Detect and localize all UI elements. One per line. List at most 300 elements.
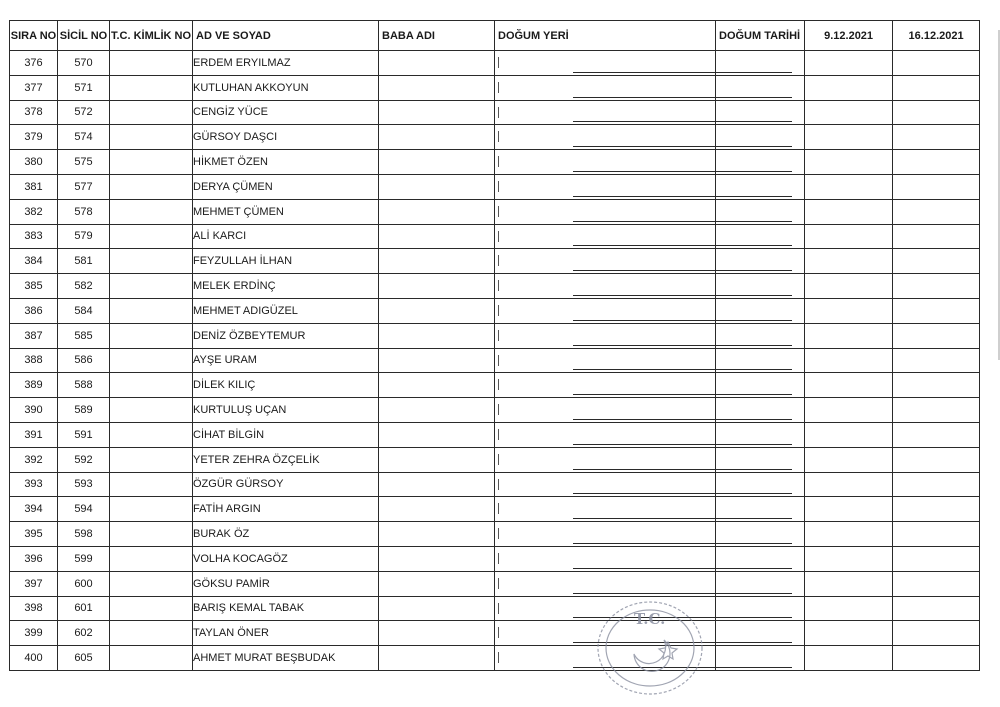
baba-adi-cell — [379, 596, 495, 621]
baba-adi-cell — [379, 646, 495, 671]
sira-no-cell: 383 — [10, 224, 58, 249]
baba-adi-cell — [379, 323, 495, 348]
redaction-mark — [498, 305, 499, 316]
sicil-no-cell: 585 — [58, 323, 110, 348]
dogum-tarihi-cell — [716, 522, 805, 547]
dogum-tarihi-cell — [716, 298, 805, 323]
ad-soyad-cell: CİHAT BİLGİN — [193, 422, 379, 447]
entry-line — [716, 295, 792, 296]
tc-kimlik-cell — [110, 274, 193, 299]
dogum-tarihi-cell — [716, 546, 805, 571]
sira-no-cell: 395 — [10, 522, 58, 547]
date-2-cell — [893, 447, 980, 472]
entry-line — [573, 270, 715, 271]
dogum-tarihi-cell — [716, 497, 805, 522]
entry-line — [716, 593, 792, 594]
date-1-cell — [805, 274, 893, 299]
baba-adi-cell — [379, 75, 495, 100]
entry-line — [716, 369, 792, 370]
entry-line — [573, 221, 715, 222]
date-2-cell — [893, 274, 980, 299]
baba-adi-cell — [379, 621, 495, 646]
tc-kimlik-cell — [110, 621, 193, 646]
table-row — [10, 621, 980, 646]
dogum-tarihi-cell — [716, 224, 805, 249]
dogum-yeri-cell — [495, 125, 716, 150]
sicil-no-cell: 579 — [58, 224, 110, 249]
date-2-cell — [893, 348, 980, 373]
tc-kimlik-cell — [110, 199, 193, 224]
entry-line — [716, 221, 792, 222]
baba-adi-cell — [379, 472, 495, 497]
table-row — [10, 51, 980, 76]
date-1-cell — [805, 100, 893, 125]
entry-line — [716, 345, 792, 346]
ad-soyad-cell: MEHMET ADIGÜZEL — [193, 298, 379, 323]
date-2-cell — [893, 174, 980, 199]
sicil-no-cell: 593 — [58, 472, 110, 497]
date-1-cell — [805, 447, 893, 472]
date-1-cell — [805, 150, 893, 175]
date-1-cell — [805, 323, 893, 348]
sicil-no-cell: 589 — [58, 398, 110, 423]
ad-soyad-cell: MEHMET ÇÜMEN — [193, 199, 379, 224]
date-2-cell — [893, 125, 980, 150]
sira-no-cell: 393 — [10, 472, 58, 497]
table-header-row — [10, 21, 980, 51]
dogum-yeri-cell — [495, 298, 716, 323]
date-1-cell — [805, 298, 893, 323]
date-1-cell — [805, 546, 893, 571]
tc-kimlik-cell — [110, 348, 193, 373]
date-1-cell — [805, 522, 893, 547]
baba-adi-cell — [379, 298, 495, 323]
tc-kimlik-cell — [110, 323, 193, 348]
tc-kimlik-cell — [110, 497, 193, 522]
table-row — [10, 447, 980, 472]
sira-no-cell: 398 — [10, 596, 58, 621]
date-2-cell — [893, 422, 980, 447]
sira-no-cell: 386 — [10, 298, 58, 323]
ad-soyad-cell: FATİH ARGIN — [193, 497, 379, 522]
tc-kimlik-cell — [110, 51, 193, 76]
dogum-yeri-cell — [495, 75, 716, 100]
ad-soyad-cell: BURAK ÖZ — [193, 522, 379, 547]
sicil-no-cell: 600 — [58, 571, 110, 596]
baba-adi-cell — [379, 497, 495, 522]
dogum-tarihi-cell — [716, 571, 805, 596]
redaction-mark — [498, 454, 499, 465]
entry-line — [573, 72, 715, 73]
header-baba-adi: BABA ADI — [379, 21, 495, 51]
sicil-no-cell: 591 — [58, 422, 110, 447]
redaction-mark — [498, 355, 499, 366]
baba-adi-cell — [379, 447, 495, 472]
tc-kimlik-cell — [110, 373, 193, 398]
sira-no-cell: 376 — [10, 51, 58, 76]
table-row — [10, 100, 980, 125]
ad-soyad-cell: HİKMET ÖZEN — [193, 150, 379, 175]
entry-line — [573, 642, 715, 643]
table-row — [10, 571, 980, 596]
date-2-cell — [893, 621, 980, 646]
header-dogum-tarihi: DOĞUM TARİHİ — [716, 21, 805, 51]
date-2-cell — [893, 398, 980, 423]
date-2-cell — [893, 546, 980, 571]
ad-soyad-cell: DENİZ ÖZBEYTEMUR — [193, 323, 379, 348]
dogum-tarihi-cell — [716, 125, 805, 150]
dogum-tarihi-cell — [716, 150, 805, 175]
entry-line — [573, 196, 715, 197]
entry-line — [573, 617, 715, 618]
tc-kimlik-cell — [110, 596, 193, 621]
entry-line — [716, 320, 792, 321]
date-1-cell — [805, 621, 893, 646]
ad-soyad-cell: ALİ KARCI — [193, 224, 379, 249]
dogum-yeri-cell — [495, 497, 716, 522]
tc-kimlik-cell — [110, 398, 193, 423]
tc-kimlik-cell — [110, 546, 193, 571]
redaction-mark — [498, 379, 499, 390]
entry-line — [573, 97, 715, 98]
tc-kimlik-cell — [110, 571, 193, 596]
entry-line — [716, 419, 792, 420]
entry-line — [573, 345, 715, 346]
redaction-mark — [498, 578, 499, 589]
date-2-cell — [893, 323, 980, 348]
date-1-cell — [805, 51, 893, 76]
entry-line — [716, 543, 792, 544]
dogum-tarihi-cell — [716, 472, 805, 497]
ad-soyad-cell: GÖKSU PAMİR — [193, 571, 379, 596]
dogum-tarihi-cell — [716, 422, 805, 447]
table-row — [10, 546, 980, 571]
entry-line — [716, 97, 792, 98]
entry-line — [573, 568, 715, 569]
dogum-yeri-cell — [495, 224, 716, 249]
baba-adi-cell — [379, 249, 495, 274]
table-row — [10, 422, 980, 447]
dogum-yeri-cell — [495, 373, 716, 398]
entry-line — [573, 320, 715, 321]
entry-line — [573, 469, 715, 470]
baba-adi-cell — [379, 348, 495, 373]
redaction-mark — [498, 131, 499, 142]
date-1-cell — [805, 174, 893, 199]
sira-no-cell: 391 — [10, 422, 58, 447]
sicil-no-cell: 594 — [58, 497, 110, 522]
date-2-cell — [893, 596, 980, 621]
sicil-no-cell: 601 — [58, 596, 110, 621]
baba-adi-cell — [379, 199, 495, 224]
baba-adi-cell — [379, 125, 495, 150]
dogum-tarihi-cell — [716, 348, 805, 373]
date-1-cell — [805, 596, 893, 621]
date-1-cell — [805, 224, 893, 249]
ad-soyad-cell: VOLHA KOCAGÖZ — [193, 546, 379, 571]
redaction-mark — [498, 553, 499, 564]
sicil-no-cell: 574 — [58, 125, 110, 150]
entry-line — [716, 667, 792, 668]
date-2-cell — [893, 199, 980, 224]
entry-line — [716, 444, 792, 445]
sira-no-cell: 396 — [10, 546, 58, 571]
ad-soyad-cell: FEYZULLAH İLHAN — [193, 249, 379, 274]
dogum-yeri-cell — [495, 522, 716, 547]
svg-text:T.C.: T.C. — [634, 610, 666, 628]
redaction-mark — [498, 280, 499, 291]
header-date-1: 9.12.2021 — [805, 21, 893, 51]
tc-kimlik-cell — [110, 150, 193, 175]
table-row — [10, 274, 980, 299]
tc-kimlik-cell — [110, 646, 193, 671]
sicil-no-cell: 586 — [58, 348, 110, 373]
date-1-cell — [805, 125, 893, 150]
baba-adi-cell — [379, 522, 495, 547]
table-row — [10, 174, 980, 199]
sicil-no-cell: 602 — [58, 621, 110, 646]
entry-line — [716, 171, 792, 172]
table-row — [10, 646, 980, 671]
dogum-tarihi-cell — [716, 249, 805, 274]
dogum-tarihi-cell — [716, 621, 805, 646]
entry-line — [573, 171, 715, 172]
redaction-mark — [498, 652, 499, 663]
dogum-yeri-cell — [495, 571, 716, 596]
tc-kimlik-cell — [110, 249, 193, 274]
entry-line — [573, 146, 715, 147]
sicil-no-cell: 571 — [58, 75, 110, 100]
header-tc-kimlik-no: T.C. KİMLİK NO — [110, 21, 193, 51]
table-row — [10, 398, 980, 423]
dogum-tarihi-cell — [716, 447, 805, 472]
date-1-cell — [805, 472, 893, 497]
entry-line — [716, 469, 792, 470]
dogum-yeri-cell — [495, 546, 716, 571]
ad-soyad-cell: KURTULUŞ UÇAN — [193, 398, 379, 423]
redaction-mark — [498, 107, 499, 118]
entry-line — [716, 642, 792, 643]
entry-line — [716, 245, 792, 246]
tc-kimlik-cell — [110, 224, 193, 249]
date-2-cell — [893, 224, 980, 249]
redaction-mark — [498, 503, 499, 514]
ad-soyad-cell: ERDEM ERYILMAZ — [193, 51, 379, 76]
date-2-cell — [893, 51, 980, 76]
table-row — [10, 249, 980, 274]
entry-line — [716, 568, 792, 569]
dogum-yeri-cell — [495, 422, 716, 447]
sira-no-cell: 400 — [10, 646, 58, 671]
date-1-cell — [805, 422, 893, 447]
sicil-no-cell: 578 — [58, 199, 110, 224]
sicil-no-cell: 584 — [58, 298, 110, 323]
sira-no-cell: 394 — [10, 497, 58, 522]
baba-adi-cell — [379, 422, 495, 447]
date-2-cell — [893, 249, 980, 274]
ad-soyad-cell: AYŞE URAM — [193, 348, 379, 373]
header-sicil-no: SİCİL NO — [58, 21, 110, 51]
dogum-tarihi-cell — [716, 100, 805, 125]
dogum-tarihi-cell — [716, 51, 805, 76]
tc-kimlik-cell — [110, 298, 193, 323]
entry-line — [573, 543, 715, 544]
baba-adi-cell — [379, 150, 495, 175]
dogum-tarihi-cell — [716, 646, 805, 671]
redaction-mark — [498, 82, 499, 93]
dogum-yeri-cell — [495, 174, 716, 199]
sicil-no-cell: 582 — [58, 274, 110, 299]
table-row — [10, 298, 980, 323]
date-2-cell — [893, 100, 980, 125]
redaction-mark — [498, 603, 499, 614]
sira-no-cell: 387 — [10, 323, 58, 348]
dogum-yeri-cell — [495, 646, 716, 671]
sira-no-cell: 388 — [10, 348, 58, 373]
redaction-mark — [498, 57, 499, 68]
dogum-yeri-cell — [495, 100, 716, 125]
entry-line — [573, 419, 715, 420]
sira-no-cell: 397 — [10, 571, 58, 596]
sira-no-cell: 384 — [10, 249, 58, 274]
dogum-tarihi-cell — [716, 398, 805, 423]
ad-soyad-cell: TAYLAN ÖNER — [193, 621, 379, 646]
tc-kimlik-cell — [110, 174, 193, 199]
dogum-tarihi-cell — [716, 373, 805, 398]
dogum-yeri-cell — [495, 51, 716, 76]
table-row — [10, 150, 980, 175]
date-2-cell — [893, 373, 980, 398]
dogum-yeri-cell — [495, 249, 716, 274]
baba-adi-cell — [379, 51, 495, 76]
sira-no-cell: 399 — [10, 621, 58, 646]
entry-line — [716, 518, 792, 519]
sira-no-cell: 381 — [10, 174, 58, 199]
redaction-mark — [498, 330, 499, 341]
header-date-2: 16.12.2021 — [893, 21, 980, 51]
date-1-cell — [805, 249, 893, 274]
dogum-yeri-cell — [495, 447, 716, 472]
tc-kimlik-cell — [110, 472, 193, 497]
entry-line — [716, 146, 792, 147]
registry-table — [9, 20, 980, 671]
sicil-no-cell: 581 — [58, 249, 110, 274]
ad-soyad-cell: DERYA ÇÜMEN — [193, 174, 379, 199]
dogum-tarihi-cell — [716, 596, 805, 621]
dogum-yeri-cell — [495, 621, 716, 646]
table-row — [10, 472, 980, 497]
sira-no-cell: 379 — [10, 125, 58, 150]
tc-kimlik-cell — [110, 447, 193, 472]
sicil-no-cell: 599 — [58, 546, 110, 571]
entry-line — [573, 394, 715, 395]
baba-adi-cell — [379, 546, 495, 571]
ad-soyad-cell: CENGİZ YÜCE — [193, 100, 379, 125]
table-row — [10, 224, 980, 249]
ad-soyad-cell: BARIŞ KEMAL TABAK — [193, 596, 379, 621]
date-1-cell — [805, 398, 893, 423]
ad-soyad-cell: AHMET MURAT BEŞBUDAK — [193, 646, 379, 671]
tc-kimlik-cell — [110, 422, 193, 447]
baba-adi-cell — [379, 398, 495, 423]
entry-line — [573, 444, 715, 445]
date-2-cell — [893, 150, 980, 175]
date-1-cell — [805, 199, 893, 224]
ad-soyad-cell: ÖZGÜR GÜRSOY — [193, 472, 379, 497]
sira-no-cell: 392 — [10, 447, 58, 472]
date-2-cell — [893, 522, 980, 547]
table-row — [10, 373, 980, 398]
dogum-yeri-cell — [495, 596, 716, 621]
dogum-tarihi-cell — [716, 323, 805, 348]
date-2-cell — [893, 472, 980, 497]
date-2-cell — [893, 571, 980, 596]
sicil-no-cell: 570 — [58, 51, 110, 76]
redaction-mark — [498, 156, 499, 167]
dogum-yeri-cell — [495, 348, 716, 373]
header-dogum-yeri: DOĞUM YERİ — [495, 21, 716, 51]
dogum-yeri-cell — [495, 472, 716, 497]
table-row — [10, 596, 980, 621]
table-row — [10, 348, 980, 373]
sicil-no-cell: 575 — [58, 150, 110, 175]
baba-adi-cell — [379, 274, 495, 299]
entry-line — [716, 196, 792, 197]
tc-kimlik-cell — [110, 100, 193, 125]
date-1-cell — [805, 497, 893, 522]
redaction-mark — [498, 627, 499, 638]
sira-no-cell: 385 — [10, 274, 58, 299]
dogum-yeri-cell — [495, 199, 716, 224]
redaction-mark — [498, 206, 499, 217]
dogum-yeri-cell — [495, 150, 716, 175]
entry-line — [716, 270, 792, 271]
date-1-cell — [805, 75, 893, 100]
sira-no-cell: 378 — [10, 100, 58, 125]
entry-line — [716, 394, 792, 395]
redaction-mark — [498, 255, 499, 266]
redaction-mark — [498, 429, 499, 440]
date-1-cell — [805, 571, 893, 596]
table-row — [10, 75, 980, 100]
entry-line — [573, 493, 715, 494]
entry-line — [716, 493, 792, 494]
baba-adi-cell — [379, 571, 495, 596]
ad-soyad-cell: YETER ZEHRA ÖZÇELİK — [193, 447, 379, 472]
ad-soyad-cell: GÜRSOY DAŞCI — [193, 125, 379, 150]
ad-soyad-cell: KUTLUHAN AKKOYUN — [193, 75, 379, 100]
baba-adi-cell — [379, 224, 495, 249]
entry-line — [573, 518, 715, 519]
tc-kimlik-cell — [110, 125, 193, 150]
dogum-yeri-cell — [495, 398, 716, 423]
sicil-no-cell: 588 — [58, 373, 110, 398]
sira-no-cell: 390 — [10, 398, 58, 423]
date-2-cell — [893, 298, 980, 323]
redaction-mark — [498, 404, 499, 415]
redaction-mark — [498, 479, 499, 490]
date-2-cell — [893, 497, 980, 522]
dogum-yeri-cell — [495, 323, 716, 348]
dogum-yeri-cell — [495, 274, 716, 299]
entry-line — [573, 245, 715, 246]
table-row — [10, 323, 980, 348]
entry-line — [716, 121, 792, 122]
entry-line — [716, 617, 792, 618]
tc-kimlik-cell — [110, 75, 193, 100]
sicil-no-cell: 577 — [58, 174, 110, 199]
sicil-no-cell: 598 — [58, 522, 110, 547]
